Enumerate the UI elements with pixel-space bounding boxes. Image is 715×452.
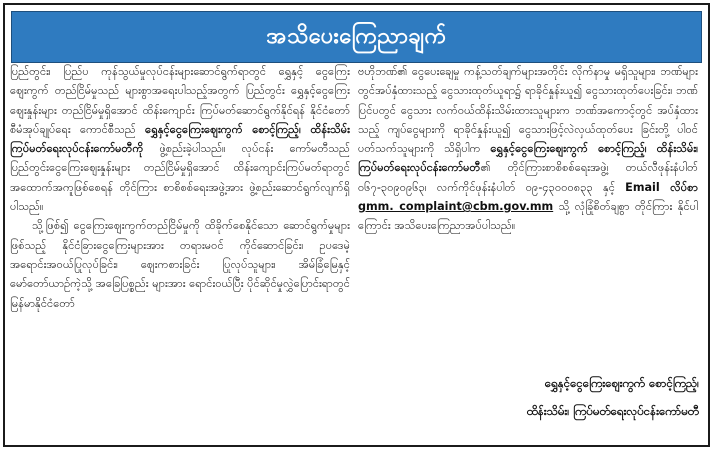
right-p1-text-c: သို့ လုံခြုံစိတ်ချစွာ တိုင်ကြား နိုင်ပါကြောင်း အသိပေးကြေညာအပ်ပါသည်။ — [358, 200, 698, 233]
signature-line-2: ထိန်းသိမ်း၊ ကြပ်မတ်ရေးလုပ်ငန်းကော်မတီ — [526, 404, 699, 418]
title-banner — [11, 11, 702, 63]
left-column — [10, 62, 350, 313]
right-paragraph-1 — [358, 62, 698, 236]
left-paragraph-1 — [10, 62, 350, 216]
notice-title: အသိပေးကြေညာချက် — [266, 23, 447, 49]
left-p1-text-a: ပြည်တွင်း၊ ပြည်ပ ကုန်သွယ်မှုလုပ်ငန်းများဆောင်ရွက်ရာတွင် ရွှေနှင့် ငွေကြေးဈေးကွက် တည်ငြိမ်မှုသည် များစွာအရေးပါသည့်အတွက် ပြည်တွင်း ရွှေနှင့်ငွေကြေးဈေးနှုန်းများ တည်ငြိမ်မှုရှိအောင် ထိန်းကျောင်း ကြပ်မတ်ဆောင်ရွက်နိုင်ရန် နိုင်ငံတော်စီမံအုပ်ချုပ်ရေး ကောင်စီသည် — [10, 65, 350, 136]
email-label: Email လိပ်စာ — [625, 180, 698, 194]
committee-name-left: ရွှေနှင့်ငွေကြေးဈေးကွက် စောင့်ကြည့်၊ ထိန်းသိမ်း ကြပ်မတ်ရေးလုပ်ငန်းကော်မတီကို — [10, 122, 350, 156]
left-p1-text-b: ဖွဲ့စည်းခဲ့ပါသည်။ လုပ်ငန်း ကော်မတီသည် ပြည်တွင်းငွေကြေးဈေးနှုန်းများ တည်ငြိမ်မှုရှိအောင် ထိန်းကျောင်းကြပ်မတ်ရာတွင် အထောက်အကူဖြစ်စေရန် တိုင်ကြား စာစိစစ်ရေးအဖွဲ့အား ဖွဲ့စည်းဆောင်ရွက်လျက်ရှိပါသည်။ — [10, 142, 350, 214]
committee-name-right: ရွှေနှင့်ငွေကြေးဈေးကွက် စောင့်ကြည့်၊ ထိန်းသိမ်း၊ ကြပ်မတ်ရေးလုပ်ငန်းကော်မတီ — [358, 142, 698, 175]
left-paragraph-2: သို့ဖြစ်၍ ငွေကြေးဈေးကွက်တည်ငြိမ်မှုကို ထိခိုက်စေနိုင်သော ဆောင်ရွက်မှုများဖြစ်သည့် နိုင်ငံခြားငွေကြေးများအား တရားမဝင် ကိုင်ဆောင်ခြင်း၊ ဥပဒေမဲ့အရောင်းအဝယ်ပြုလုပ်ခြင်း၊ ဈေးကစားခြင်း ပြုလုပ်သူများ၊ အိမ်ခြံမြေနှင့် မော်တော်ယာဉ်ကဲ့သို့ အခြေပြစ္စည်း များအား ရောင်းဝယ်ပြီး ပိုင်ဆိုင်မှုလွှဲပြောင်းရာတွင် မြန်မာနိုင်ငံတော် — [10, 219, 350, 310]
email-link[interactable]: gmm. complaint@cbm.gov.mm — [358, 200, 554, 214]
right-p1-text-a: ဗဟိုဘဏ်၏ ငွေပေးချေမှု ကန့်သတ်ချက်များအတိုင်း လိုက်နာမှု မရှိသူများ၊ ဘဏ်များတွင်အပ်နှံထားသည့် ငွေသားထုတ်ယူရာ၌ ရာခိုင်နှုန်းယူ၍ ငွေသားထုတ်ပေးခြင်း၊ ဘဏ်ပြင်ပတွင် ငွေသား လက်ဝယ်ထိန်းသိမ်းထားသူများက ဘဏ်အကောင့်တွင် အပ်နှံထား သည့် ကျပ်ငွေများကို ရာခိုင်နှုန်းယူ၍ ငွေသားဖြင့်လဲလှယ်ထုတ်ပေး ခြင်းတို့ ပါဝင်ပတ်သက်သူများကို သိရှိပါက — [358, 65, 698, 156]
right-p1-text-b: ၏ တိုင်ကြားစာစိစစ်ရေးအဖွဲ့၊ တယ်လီဖုန်းနံပါတ် ၀၆၇-၃၀၉၀၉၆၃၊ လက်ကိုင်ဖုန်းနံပါတ် ၀၉-၄၃၀၀၀၈၃၃ နှင့် — [358, 161, 698, 194]
right-column — [358, 62, 698, 236]
signature-line-1: ရွှေနှင့်ငွေကြေးဈေးကွက် စောင့်ကြည့်၊ — [544, 376, 699, 390]
